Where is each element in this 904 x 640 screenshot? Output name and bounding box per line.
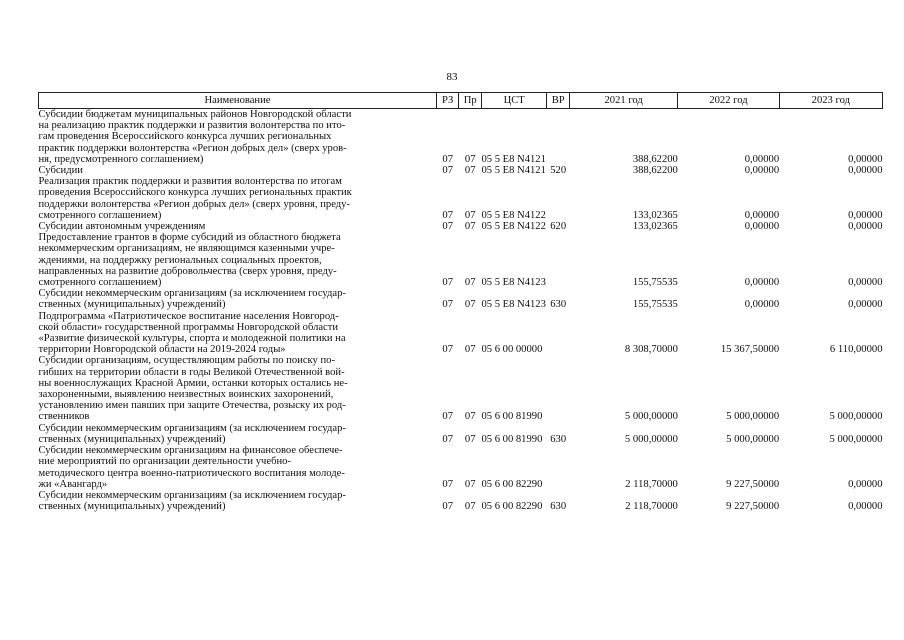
row-rz: 07 [442,433,453,445]
row-name: Реализация практик поддержки и развития волонтерства по итогам проведения Всероссийского конкурса лучших региональных практик поддержки волонтерства «Регион добрых дел» (сверх уровня, преду- смотренного соглашением) [38,176,352,221]
row-vr [547,176,570,221]
col-header-2021: 2021 год [569,93,677,109]
row-pr: 07 [464,433,476,445]
table-row [39,445,883,490]
row-vr: 620 [550,221,567,233]
row-cst: 05 5 E8 N4121 [481,165,546,177]
col-header-name: Наименование [39,93,437,109]
row-2022: 0,00000 [744,165,780,177]
row-vr [547,232,570,288]
table-row [39,109,883,166]
row-vr [547,445,570,490]
row-2022: 0,00000 [744,153,780,165]
row-rz: 07 [442,501,453,513]
table-row [39,355,883,422]
row-cst: 05 6 00 81990 [481,411,543,423]
row-pr: 07 [464,209,476,221]
row-2023: 6 110,00000 [829,344,883,356]
row-cst: 05 5 E8 N4121 [481,153,546,165]
row-2023: 0,00000 [848,478,883,490]
row-rz: 07 [442,344,453,356]
row-cst: 05 6 00 00000 [481,344,543,356]
col-header-2022: 2022 год [678,93,779,109]
row-name: Субсидии [38,165,83,177]
row-2023: 5 000,00000 [829,433,883,445]
table-header-row [39,93,883,109]
row-2021: 133,02365 [632,209,678,221]
row-pr: 07 [464,478,476,490]
row-2023: 0,00000 [848,299,883,311]
row-pr: 07 [464,411,476,423]
row-name: Предоставление грантов в форме субсидий из областного бюджета некоммерческим организациям, не являющимся казенными учре- ждениями, на поддержку региональных социальных проектов, направленных на развитие добровольчества (сверх уровня, преду- смотренного соглашением) [38,232,341,289]
row-2021: 5 000,00000 [624,433,678,445]
row-name: Субсидии бюджетам муниципальных районов Новгородской области на реализацию практик поддержки и развития волонтерства по ито- гам проведения Всероссийского конкурса лучших региональных практик поддержки волонтерства «Регион добрых дел» (сверх уров- ня, предусмотренного соглашением) [38,109,352,165]
page-number: 83 [446,71,458,83]
row-rz: 07 [442,153,453,165]
row-pr: 07 [464,277,476,289]
table-row [39,221,883,232]
row-2021: 155,75535 [632,277,678,289]
row-2022: 5 000,00000 [726,433,780,445]
row-2023: 0,00000 [848,501,883,513]
row-rz: 07 [442,165,453,177]
row-vr: 630 [550,433,567,445]
row-name: Субсидии некоммерческим организациям на финансовое обеспече- ние мероприятий по организации деятельности учебно- методического центра военно-патриотического воспитания молоде- жи «Авангард» [38,445,345,490]
row-2021: 5 000,00000 [624,411,678,423]
row-2021: 388,62200 [632,165,678,177]
table-row [39,288,883,310]
row-vr [547,355,570,422]
row-rz: 07 [442,277,453,289]
row-cst: 05 5 E8 N4123 [481,299,546,311]
table-row [39,423,883,445]
col-header-pr: Пр [459,93,482,109]
row-2023: 0,00000 [848,209,883,221]
row-cst: 05 5 E8 N4122 [481,209,546,221]
row-pr: 07 [464,344,476,356]
row-name: Субсидии некоммерческим организациям (за исключением государ- ственных (муниципальных) учреждений) [38,422,346,445]
col-header-cst: ЦСТ [481,93,546,109]
row-rz: 07 [442,299,453,311]
row-2022: 0,00000 [744,209,780,221]
row-2021: 8 308,70000 [624,344,678,356]
table-row [39,490,883,512]
row-2023: 0,00000 [848,153,883,165]
row-2023: 0,00000 [848,165,883,177]
row-name: Субсидии некоммерческим организациям (за исключением государ- ственных (муниципальных) учреждений) [38,288,346,311]
row-cst: 05 6 00 82290 [481,501,543,513]
row-pr: 07 [464,221,476,233]
row-rz: 07 [442,478,453,490]
row-2021: 2 118,70000 [625,501,678,513]
row-vr [547,109,570,166]
row-pr: 07 [464,153,476,165]
table-row [39,165,883,176]
row-2022: 0,00000 [744,277,780,289]
row-vr: 630 [550,501,567,513]
row-rz: 07 [442,411,453,423]
row-name: Субсидии некоммерческим организациям (за исключением государ- ственных (муниципальных) учреждений) [38,489,346,513]
col-header-2023: 2023 год [779,93,882,109]
row-name: Субсидии автономным учреждениям [38,221,206,233]
row-2023: 0,00000 [848,221,883,233]
col-header-rz: РЗ [436,93,459,109]
row-vr: 630 [550,299,567,311]
row-pr: 07 [464,165,476,177]
table-row [39,311,883,356]
row-cst: 05 6 00 81990 [481,433,543,445]
row-2021: 155,75535 [632,299,678,311]
col-header-vr: ВР [547,93,570,109]
row-2021: 133,02365 [632,221,678,233]
row-2023: 5 000,00000 [829,411,883,423]
row-vr [547,311,570,356]
row-2021: 2 118,70000 [625,478,678,490]
row-name: Подпрограмма «Патриотическое воспитание населения Новгород- ской области» государственной программы Новгородской области «Развитие физической культуры, спорта и молодежной политики на территории Новгородской области на 2019-2024 годы» [38,310,346,356]
row-pr: 07 [464,501,476,513]
row-cst: 05 6 00 82290 [481,478,543,490]
row-2022: 15 367,50000 [720,344,780,356]
row-cst: 05 5 E8 N4123 [481,277,546,289]
row-2023: 0,00000 [848,277,883,289]
table-row [39,176,883,221]
row-rz: 07 [442,221,453,233]
row-2021: 388,62200 [632,153,678,165]
row-rz: 07 [442,209,453,221]
row-2022: 0,00000 [744,299,780,311]
row-2022: 5 000,00000 [726,411,780,423]
row-2022: 9 227,50000 [726,501,780,513]
row-cst: 05 5 E8 N4122 [481,221,546,233]
row-2022: 9 227,50000 [726,478,780,490]
row-pr: 07 [464,299,476,311]
budget-table [38,92,883,512]
row-2022: 0,00000 [744,221,780,233]
row-vr: 520 [550,165,567,177]
row-name: Субсидии организациям, осуществляющим работы по поиску по- гибших на территории области в годы Великой Отечественной вой- ны военнослужащих Красной Армии, останки которых остались не- захороненными, выявлению неизвестных воинских захоронений, установлению имен павших при защите Отечества, розыску их род- ственников [38,355,348,423]
table-row [39,232,883,288]
